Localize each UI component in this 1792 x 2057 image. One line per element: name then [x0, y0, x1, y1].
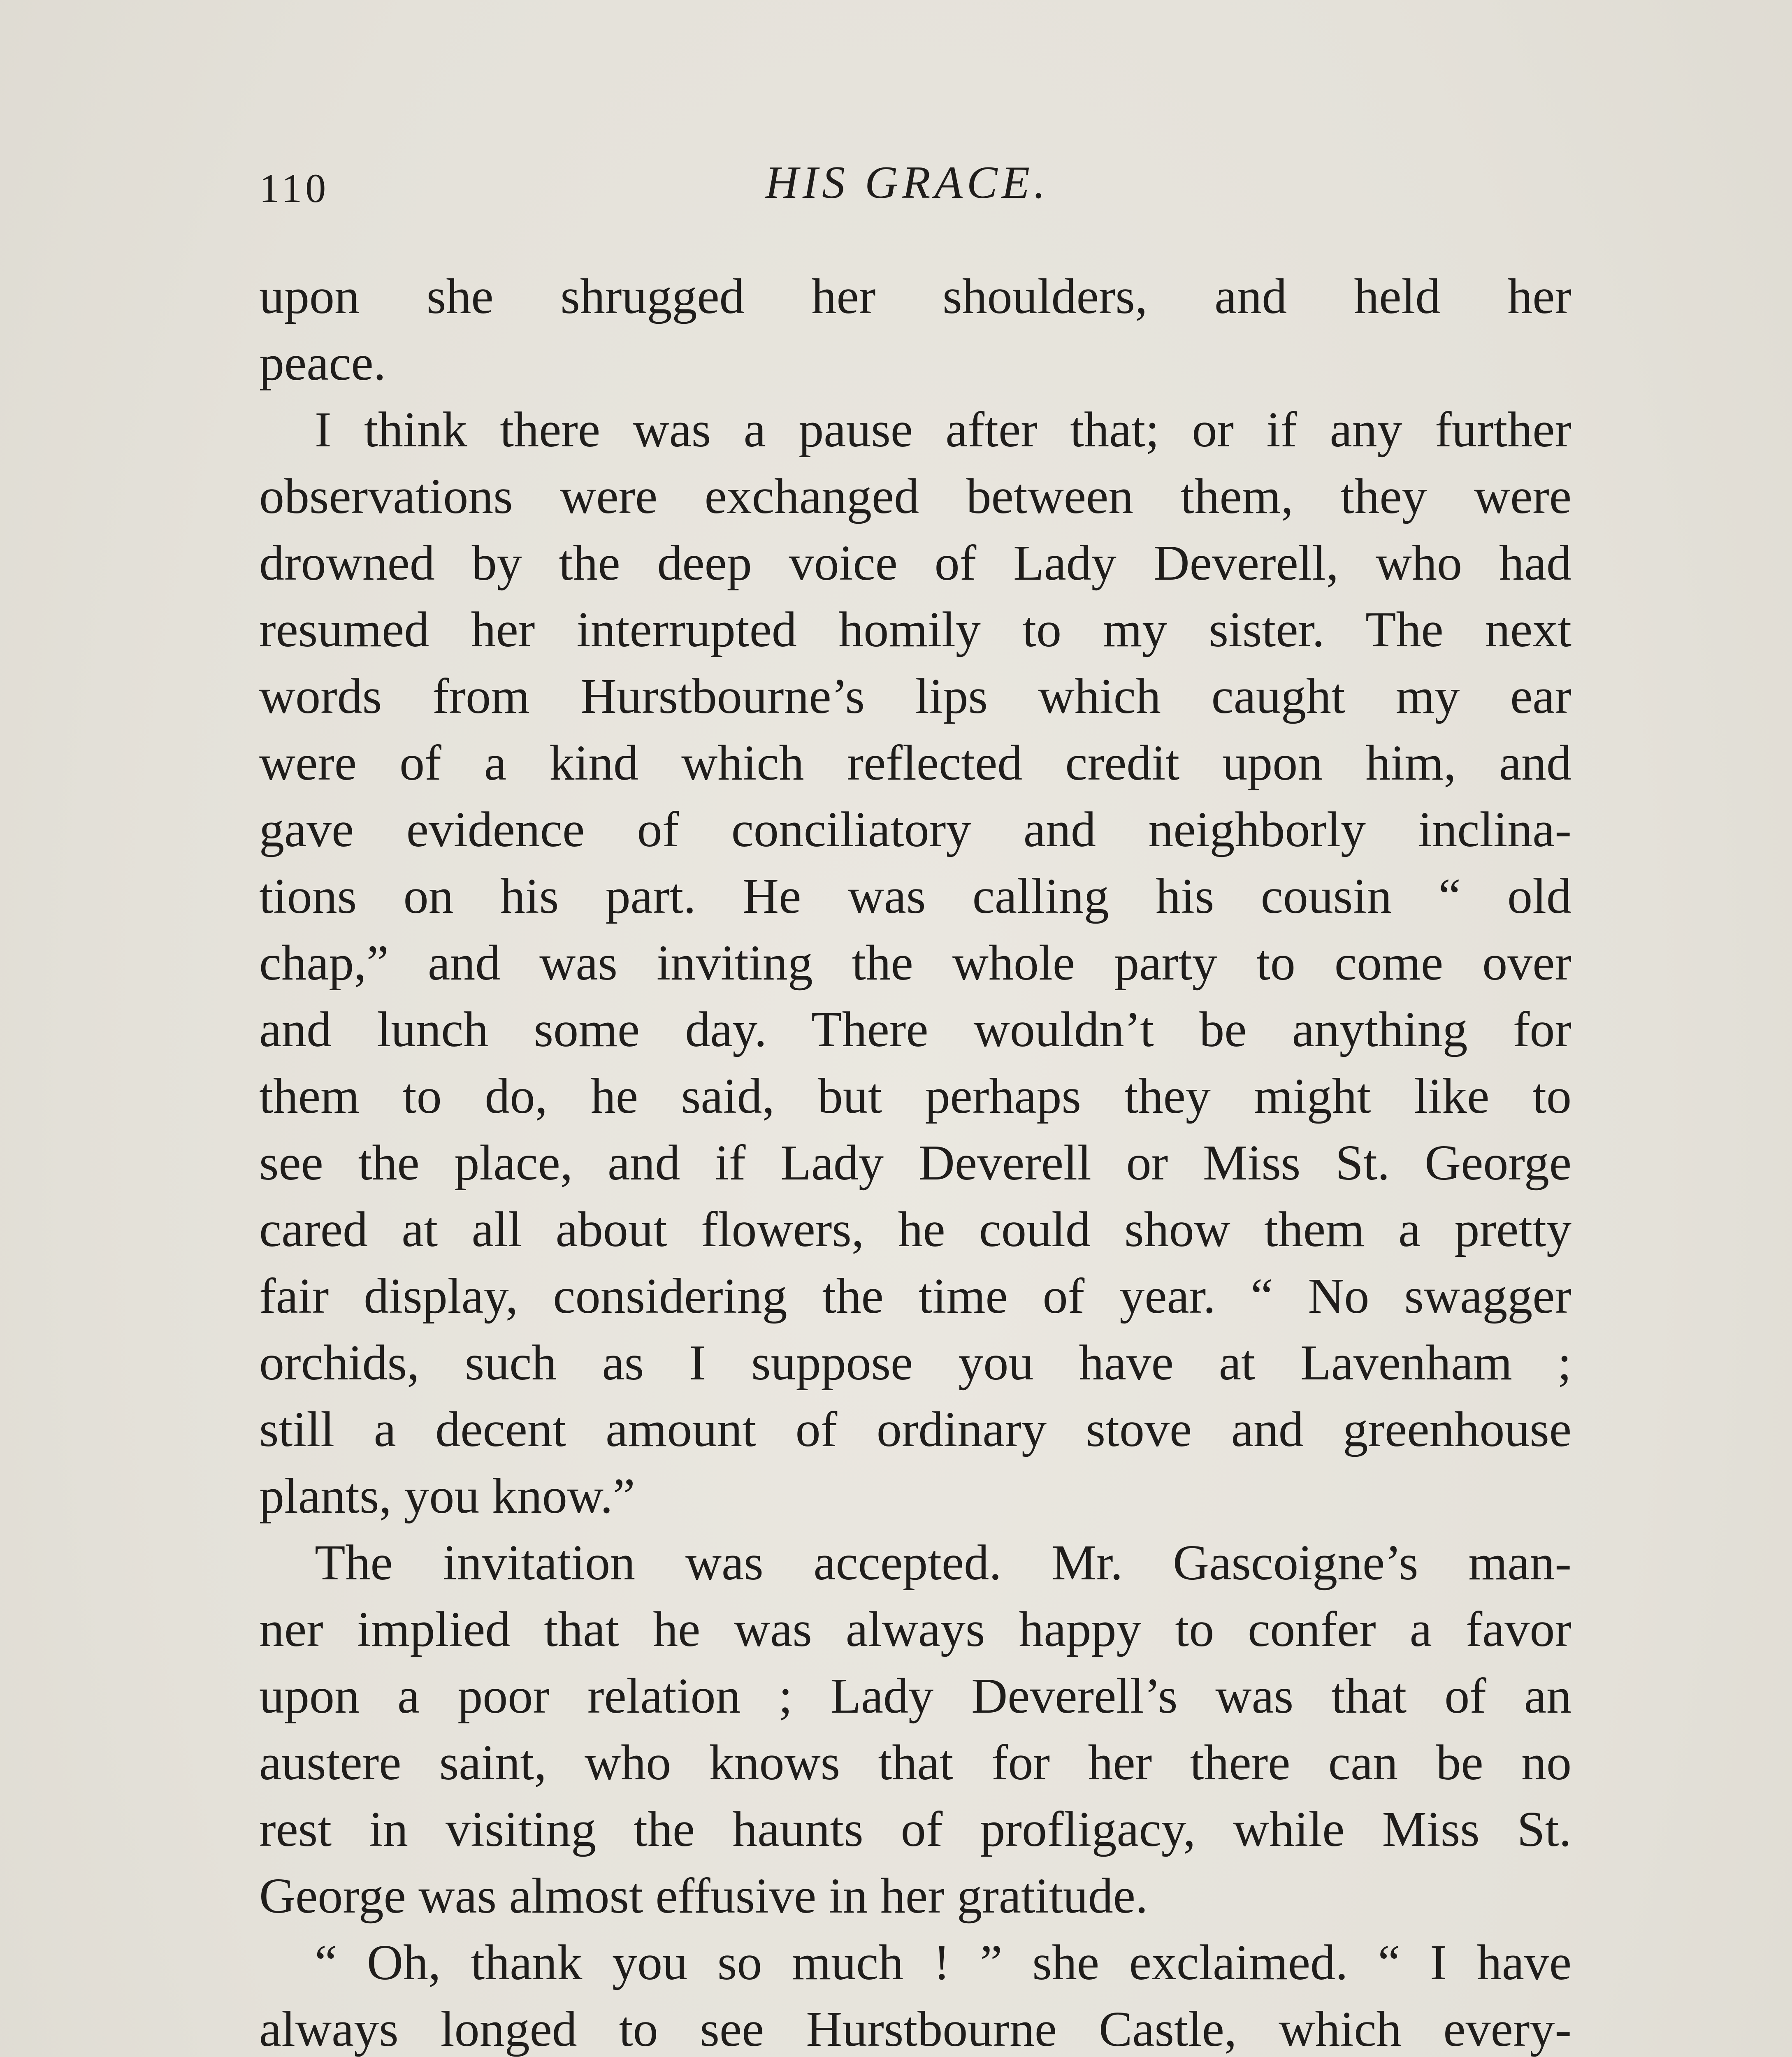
text-line: still a decent amount of ordinary stove and greenhouse: [259, 1402, 1571, 1457]
page-number: 110: [259, 165, 330, 211]
text-line: peace.: [259, 335, 386, 391]
text-line: rest in visiting the haunts of profligacy, while Miss St.: [259, 1802, 1571, 1857]
text-line: and lunch some day. There wouldn’t be anything for: [259, 1002, 1571, 1057]
text-line: chap,” and was inviting the whole party to come over: [259, 935, 1571, 991]
running-title: HIS GRACE.: [765, 157, 1050, 208]
text-line: gave evidence of conciliatory and neighborly inclina-: [259, 802, 1571, 857]
text-line: upon a poor relation ; Lady Deverell’s was that of an: [259, 1668, 1571, 1724]
text-line: always longed to see Hurstbourne Castle, which every-: [259, 2001, 1571, 2057]
text-line: fair display, considering the time of year. “ No swagger: [259, 1268, 1571, 1324]
text-line: were of a kind which reflected credit upon him, and: [259, 735, 1571, 791]
text-line: see the place, and if Lady Deverell or Miss St. George: [259, 1135, 1571, 1191]
text-line: them to do, he said, but perhaps they might like to: [259, 1068, 1571, 1124]
text-line: words from Hurstbourne’s lips which caught my ear: [259, 669, 1571, 724]
text-line: orchids, such as I suppose you have at Lavenham ;: [259, 1335, 1571, 1391]
text-line: resumed her interrupted homily to my sister. The next: [259, 602, 1571, 657]
text-line: upon she shrugged her shoulders, and held her: [259, 269, 1571, 324]
text-line: “ Oh, thank you so much ! ” she exclaimed. “ I have: [315, 1935, 1571, 1990]
text-line: observations were exchanged between them, they were: [259, 469, 1571, 524]
text-line: drowned by the deep voice of Lady Deverell, who had: [259, 535, 1571, 591]
text-line: tions on his part. He was calling his cousin “ old: [259, 868, 1571, 924]
text-line: austere saint, who knows that for her there can be no: [259, 1735, 1571, 1790]
text-line: The invitation was accepted. Mr. Gascoigne’s man-: [315, 1535, 1571, 1590]
text-line: plants, you know.”: [259, 1468, 635, 1524]
text-line: I think there was a pause after that; or if any further: [315, 402, 1571, 457]
text-line: ner implied that he was always happy to confer a favor: [259, 1602, 1571, 1657]
page-header: [259, 156, 1576, 214]
text-line: George was almost effusive in her gratitude.: [259, 1868, 1148, 1924]
text-line: cared at all about flowers, he could show them a pretty: [259, 1202, 1571, 1257]
body-text: [259, 263, 1571, 2057]
